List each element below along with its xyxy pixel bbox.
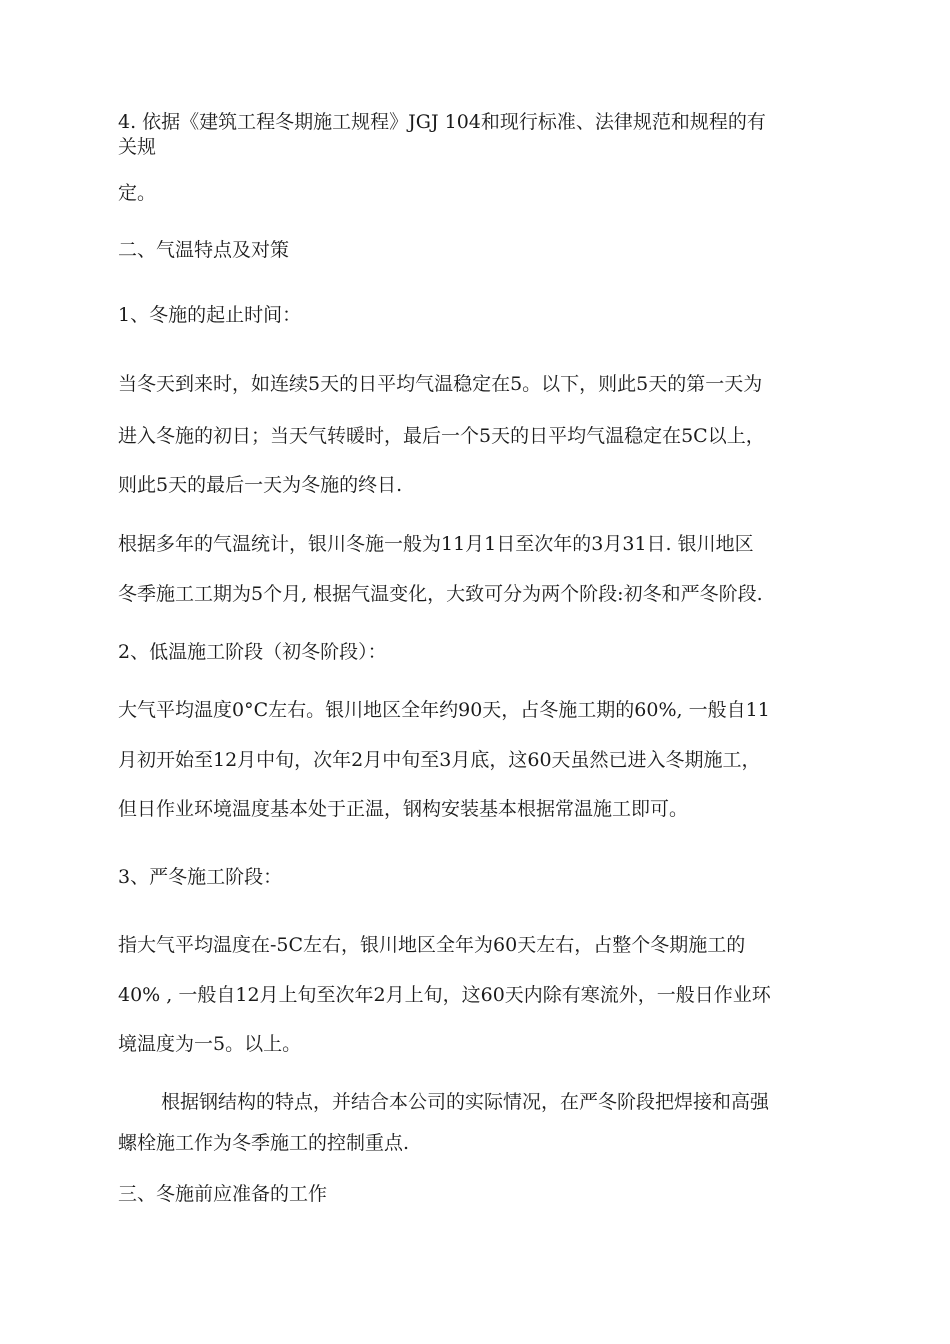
paragraph-line: 当冬天到来时，如连续5天的日平均气温稳定在5。以下，则此5天的第一天为 xyxy=(118,373,763,395)
paragraph-line: 大气平均温度0°C左右。银川地区全年约90天，占冬施工期的60%, 一般自11 xyxy=(118,699,770,721)
paragraph-line: 但日作业环境温度基本处于正温，钢构安装基本根据常温施工即可。 xyxy=(118,798,689,820)
subheading-low-temp-stage: 2、低温施工阶段（初冬阶段）： xyxy=(118,641,387,663)
paragraph-line: 40% , 一般自12月上旬至次年2月上旬，这60天内除有寒流外，一般日作业环 xyxy=(118,984,771,1006)
subheading-start-end-time: 1、冬施的起止时间： xyxy=(118,304,302,326)
paragraph-line: 进入冬施的初日；当天气转暖时，最后一个5天的日平均气温稳定在5C以上， xyxy=(118,425,765,447)
paragraph-line: 螺栓施工作为冬季施工的控制重点. xyxy=(118,1132,410,1154)
section-heading-preparation: 三、冬施前应准备的工作 xyxy=(118,1183,328,1205)
subheading-severe-winter-stage: 3、严冬施工阶段： xyxy=(118,866,283,888)
text-line-basis-4-cont: 关规 xyxy=(118,136,157,158)
paragraph-line-indented: 根据钢结构的特点，并结合本公司的实际情况，在严冬阶段把焊接和高强 xyxy=(161,1091,770,1113)
paragraph-line: 根据多年的气温统计，银川冬施一般为11月1日至次年的3月31日. 银川地区 xyxy=(118,533,754,555)
text-line-basis-4: 4. 依据《建筑工程冬期施工规程》JGJ 104和现行标准、法律规范和规程的有 xyxy=(118,111,766,133)
text-line-basis-4-end: 定。 xyxy=(118,182,157,204)
section-heading-temperature: 二、气温特点及对策 xyxy=(118,239,290,261)
paragraph-line: 冬季施工工期为5个月, 根据气温变化，大致可分为两个阶段:初冬和严冬阶段. xyxy=(118,583,763,605)
paragraph-line: 则此5天的最后一天为冬施的终日. xyxy=(118,474,403,496)
paragraph-line: 月初开始至12月中旬，次年2月中旬至3月底，这60天虽然已进入冬期施工， xyxy=(118,749,761,771)
paragraph-line: 境温度为一5。以上。 xyxy=(118,1033,302,1055)
paragraph-line: 指大气平均温度在-5C左右，银川地区全年为60天左右，占整个冬期施工的 xyxy=(118,934,746,956)
